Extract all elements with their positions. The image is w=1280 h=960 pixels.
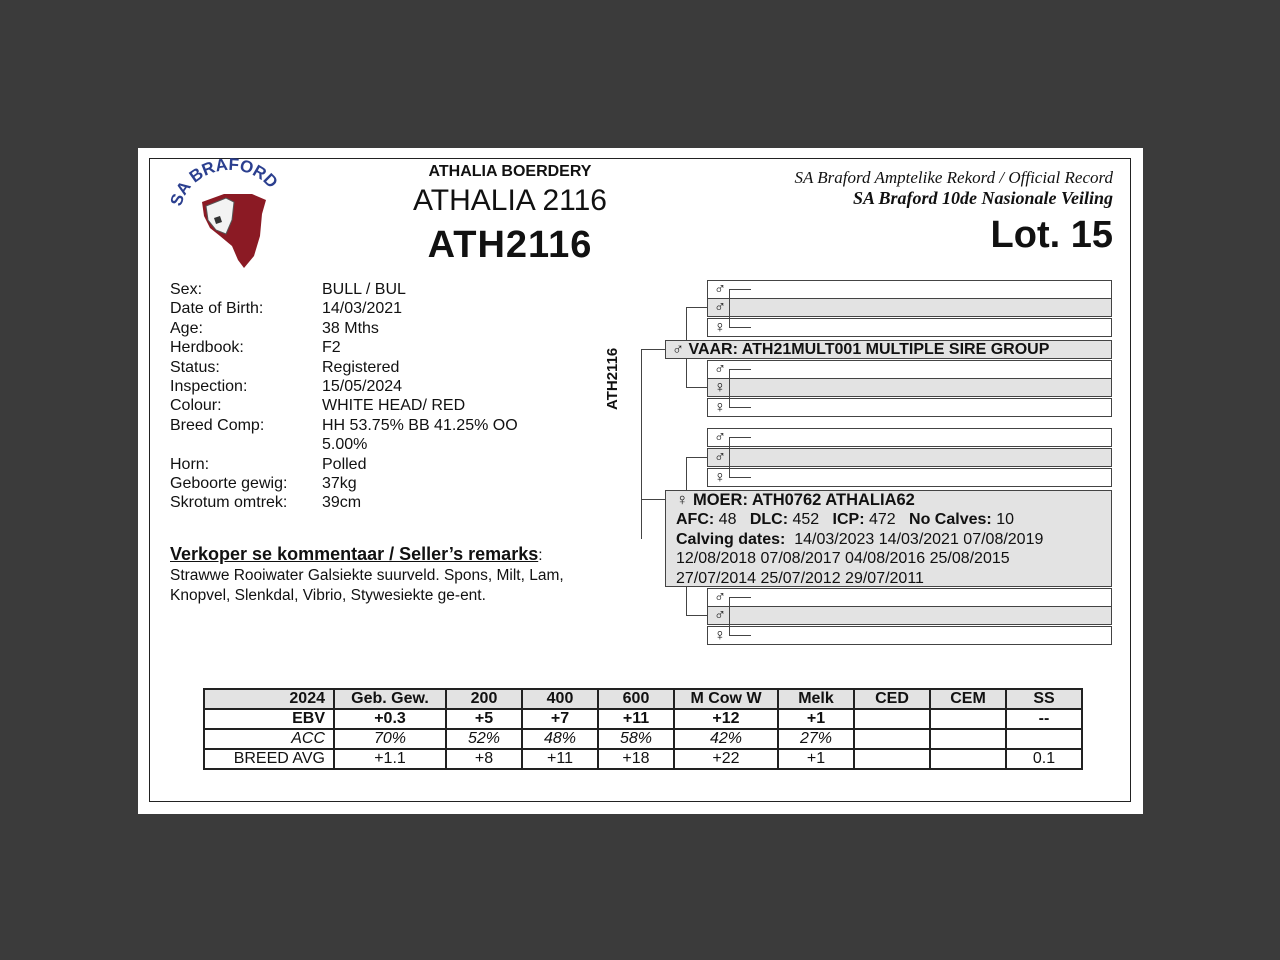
seller-remarks: [170, 544, 590, 606]
ebv-cell: [854, 729, 930, 749]
record-card: [138, 148, 1143, 814]
info-row: [170, 474, 552, 493]
afc-label: AFC:: [676, 511, 715, 529]
info-label: Horn:: [170, 455, 210, 473]
info-row: [170, 396, 552, 415]
pedigree-connector: [729, 597, 730, 636]
ebv-header-cell: M Cow W: [674, 689, 778, 709]
parent-of-parent-box: [707, 606, 1112, 625]
info-value: HH 53.75% BB 41.25% OO 5.00%: [322, 416, 518, 454]
info-value: Registered: [322, 358, 400, 376]
pedigree-connector: [729, 437, 751, 438]
ebv-cell: 58%: [598, 729, 674, 749]
ebv-cell: [930, 749, 1006, 769]
ebv-header-cell: Melk: [778, 689, 854, 709]
ancestor-box: [707, 428, 1112, 447]
pedigree-connector: [729, 289, 751, 290]
parent-of-parent-box: [707, 298, 1112, 317]
info-value: 14/03/2021: [322, 300, 403, 318]
icp-value: 472: [868, 511, 896, 529]
pedigree-connector: [729, 407, 751, 408]
info-row: [170, 358, 552, 377]
info-value: BULL / BUL: [322, 281, 406, 298]
female-symbol-icon: ♀: [714, 379, 726, 396]
info-label: Breed Comp:: [170, 416, 265, 434]
parent-of-parent-box: [707, 448, 1112, 467]
male-symbol-icon: ♂: [714, 299, 726, 316]
info-label: Geboorte gewig:: [170, 475, 288, 493]
female-symbol-icon: ♀: [714, 627, 726, 644]
info-value: WHITE HEAD/ RED: [322, 397, 466, 415]
ebv-table: [203, 688, 1083, 770]
pedigree-connector: [686, 307, 707, 308]
info-value: 37kg: [322, 475, 357, 493]
ancestor-box: [707, 468, 1112, 487]
sire-label: VAAR: ATH21MULT001 MULTIPLE SIRE GROUP: [688, 341, 1050, 358]
info-value: Polled: [322, 455, 367, 473]
info-value: 15/05/2024: [322, 378, 403, 396]
ebv-cell: [930, 709, 1006, 729]
dlc-value: 452: [792, 511, 820, 529]
pedigree-connector: [641, 349, 665, 350]
afc-value: 48: [718, 511, 737, 529]
animal-name: ATHALIA 2116: [412, 184, 607, 217]
dam-label: MOER: ATH0762 ATHALIA62: [692, 491, 915, 509]
pedigree-connector: [729, 597, 751, 598]
calves-value: 10: [996, 511, 1014, 529]
info-label: Skrotum omtrek:: [170, 494, 288, 512]
auction-line: SA Braford 10de Nasionale Veiling: [852, 188, 1113, 208]
ebv-cell: +18: [598, 749, 674, 769]
ebv-cell: 48%: [522, 729, 598, 749]
ebv-cell: [930, 729, 1006, 749]
pedigree-connector: [686, 615, 707, 616]
logo-text: SA BRAFORD: [166, 156, 282, 209]
ebv-header-cell: Geb. Gew.: [334, 689, 446, 709]
sire-box: [665, 340, 1112, 359]
dam-box: [665, 490, 1112, 587]
ebv-header-cell: 200: [446, 689, 522, 709]
ebv-cell: +11: [522, 749, 598, 769]
info-label: Date of Birth:: [170, 300, 264, 318]
ebv-cell: [1006, 729, 1082, 749]
male-symbol-icon: ♂: [672, 341, 684, 358]
remarks-text: Strawwe Rooiwater Galsiekte suurveld. Spons, Milt, Lam, Knopvel, Slenkdal, Vibrio, Stywesiekte ge-ent.: [170, 567, 564, 604]
ebv-header-cell: 600: [598, 689, 674, 709]
ebv-cell: +12: [674, 709, 778, 729]
ebv-cell: +22: [674, 749, 778, 769]
ebv-cell: 70%: [334, 729, 446, 749]
ebv-cell: +11: [598, 709, 674, 729]
ebv-row: [204, 729, 1082, 749]
ebv-row: [204, 749, 1082, 769]
ebv-cell: +1: [778, 749, 854, 769]
pedigree-connector: [686, 387, 707, 388]
pedigree-connector: [729, 327, 751, 328]
animal-code: ATH2116: [427, 224, 593, 266]
dlc-label: DLC:: [749, 511, 789, 529]
info-value: 39cm: [322, 494, 362, 512]
ebv-header-cell: CEM: [930, 689, 1006, 709]
ebv-cell: +5: [446, 709, 522, 729]
female-symbol-icon: ♀: [714, 399, 726, 416]
record-line: SA Braford Amptelike Rekord / Official Record: [794, 168, 1113, 187]
ebv-header-cell: 400: [522, 689, 598, 709]
pedigree-connector: [729, 437, 730, 478]
pedigree-connector: [686, 457, 707, 458]
remarks-colon: :: [538, 547, 543, 564]
pedigree-connector: [729, 369, 751, 370]
calves-label: No Calves:: [909, 511, 992, 529]
info-value: 38 Mths: [322, 319, 379, 337]
ebv-cell: +7: [522, 709, 598, 729]
info-row: [170, 338, 552, 357]
remarks-heading: Verkoper se kommentaar / Seller’s remarks: [170, 544, 539, 564]
male-symbol-icon: ♂: [714, 361, 726, 378]
ebv-cell: BREED AVG: [204, 749, 334, 769]
ebv-cell: 42%: [674, 729, 778, 749]
female-symbol-icon: ♀: [714, 469, 726, 486]
info-label: Status:: [170, 358, 220, 376]
pedigree-connector: [641, 499, 665, 500]
pedigree-connector: [729, 289, 730, 328]
braford-bull-head-logo-icon: [162, 156, 292, 274]
info-row: [170, 319, 552, 338]
calving-line-1: 14/03/2023 14/03/2021 07/08/2019: [794, 530, 1044, 548]
pedigree-connector: [641, 349, 642, 539]
ebv-cell: +8: [446, 749, 522, 769]
ebv-cell: ACC: [204, 729, 334, 749]
ebv-cell: [854, 709, 930, 729]
calving-dates: [676, 530, 1111, 549]
pedigree-connector: [729, 369, 730, 408]
ebv-cell: --: [1006, 709, 1082, 729]
pedigree-animal-label: ATH2116: [604, 347, 621, 410]
info-row: [170, 493, 552, 512]
male-symbol-icon: ♂: [714, 607, 726, 624]
ebv-cell: +0.3: [334, 709, 446, 729]
ebv-header-cell: 2024: [204, 689, 334, 709]
ancestor-box: [707, 588, 1112, 607]
info-row: [170, 416, 552, 455]
calving-label: Calving dates:: [676, 530, 786, 548]
ancestor-box: [707, 626, 1112, 645]
info-label: Sex:: [170, 281, 203, 298]
ancestor-box: [707, 318, 1112, 337]
info-label: Inspection:: [170, 378, 248, 396]
pedigree-connector: [729, 477, 751, 478]
icp-label: ICP:: [832, 511, 865, 529]
ebv-cell: +1.1: [334, 749, 446, 769]
info-label: Colour:: [170, 397, 222, 415]
dam-stats: [676, 510, 1111, 529]
calving-line-2: 12/08/2018 07/08/2017 04/08/2016 25/08/2015: [676, 550, 1010, 568]
ebv-cell: +1: [778, 709, 854, 729]
ebv-cell: 52%: [446, 729, 522, 749]
male-symbol-icon: ♂: [714, 589, 726, 606]
ebv-cell: EBV: [204, 709, 334, 729]
ebv-row: [204, 709, 1082, 729]
ebv-header-cell: SS: [1006, 689, 1082, 709]
ebv-header-row: [204, 689, 1082, 709]
info-row: [170, 280, 552, 299]
parent-of-parent-box: [707, 378, 1112, 397]
lot-number: Lot. 15: [990, 214, 1113, 256]
info-value: F2: [322, 339, 341, 357]
info-label: Herdbook:: [170, 339, 244, 357]
male-symbol-icon: ♂: [714, 429, 726, 446]
ebv-cell: 0.1: [1006, 749, 1082, 769]
info-row: [170, 455, 552, 474]
male-symbol-icon: ♂: [714, 449, 726, 466]
ancestor-box: [707, 398, 1112, 417]
female-symbol-icon: ♀: [714, 319, 726, 336]
animal-info: [170, 280, 552, 513]
ebv-cell: [854, 749, 930, 769]
info-row: [170, 377, 552, 396]
pedigree-connector: [729, 635, 751, 636]
info-row: [170, 299, 552, 318]
ebv-cell: 27%: [778, 729, 854, 749]
ebv-header-cell: CED: [854, 689, 930, 709]
female-symbol-icon: ♀: [676, 491, 689, 509]
info-label: Age:: [170, 319, 203, 337]
ancestor-box: [707, 280, 1112, 299]
farm-name: ATHALIA BOERDERY: [428, 163, 592, 180]
ancestor-box: [707, 360, 1112, 379]
male-symbol-icon: ♂: [714, 281, 726, 298]
calving-line-3: 27/07/2014 25/07/2012 29/07/2011: [676, 569, 924, 587]
